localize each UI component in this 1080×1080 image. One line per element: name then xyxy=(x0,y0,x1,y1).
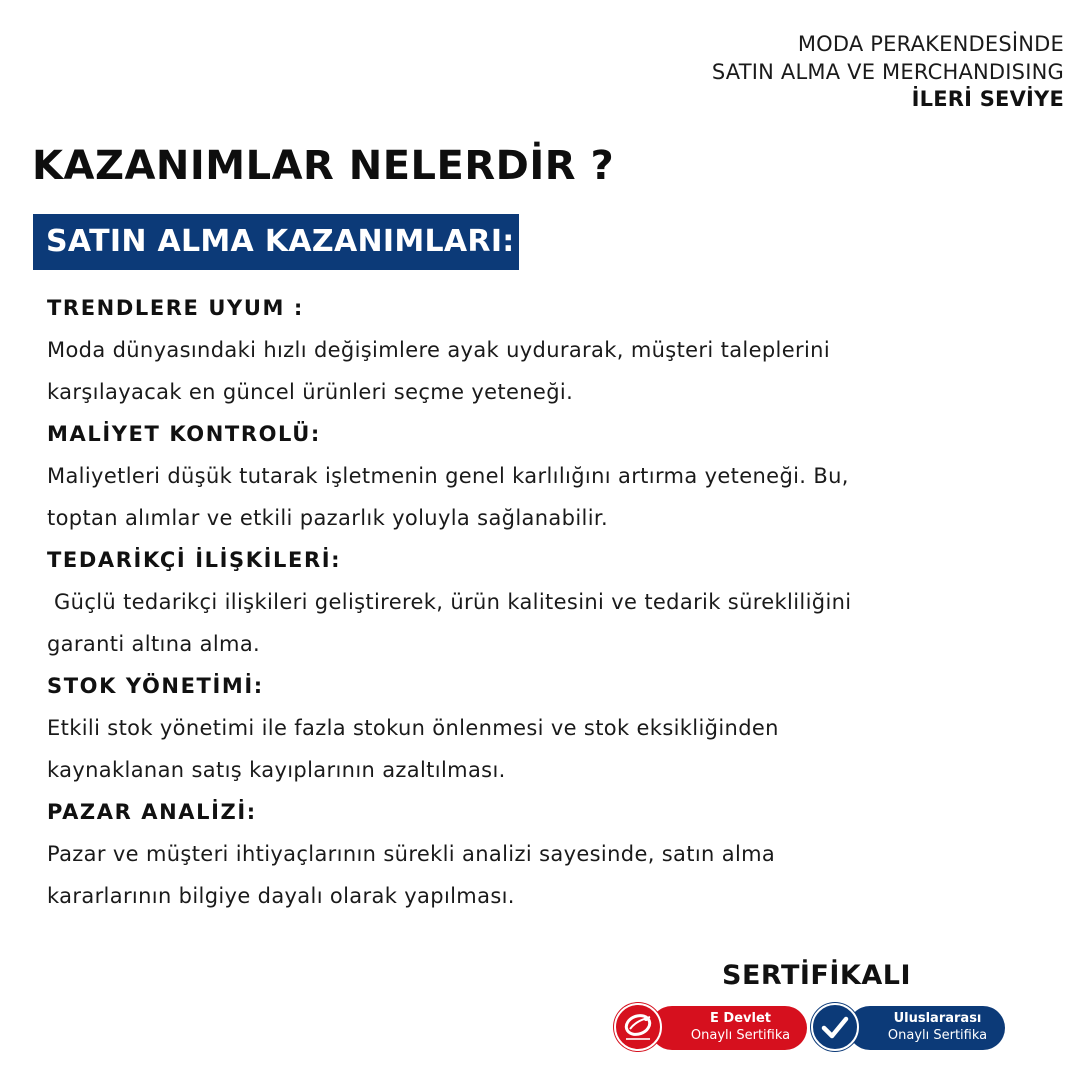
outcome-title: TEDARİKÇİ İLİŞKİLERİ: xyxy=(47,548,342,572)
edevlet-badge-subtitle: Onaylı Sertifika xyxy=(690,1028,791,1043)
intl-badge-title: Uluslararası xyxy=(893,1011,982,1026)
outcome-supplier-relations xyxy=(47,539,1037,665)
outcomes-list xyxy=(47,287,1037,917)
outcome-cost-control xyxy=(47,413,1037,539)
course-level: İLERİ SEVİYE xyxy=(911,87,1064,111)
outcome-title: PAZAR ANALİZİ: xyxy=(47,800,257,824)
outcome-text-line: kararlarının bilgiye dayalı olarak yapılması. xyxy=(47,884,515,908)
outcome-title: MALİYET KONTROLÜ: xyxy=(47,422,321,446)
outcome-title: STOK YÖNETİMİ: xyxy=(47,674,264,698)
outcome-text-line: kaynaklanan satış kayıplarının azaltılması. xyxy=(47,758,506,782)
outcome-text-line: Moda dünyasındaki hızlı değişimlere ayak uydurarak, müşteri taleplerini xyxy=(47,338,831,362)
outcome-text-line: Maliyetleri düşük tutarak işletmenin genel karlılığını artırma yeteneği. Bu, xyxy=(47,464,849,488)
outcome-trend-adaptation xyxy=(47,287,1037,413)
outcome-text-line: garanti altına alma. xyxy=(47,632,261,656)
section-banner: SATIN ALMA KAZANIMLARI: xyxy=(33,214,519,270)
edevlet-logo-icon xyxy=(614,1003,662,1051)
outcome-text-line: toptan alımlar ve etkili pazarlık yoluyla sağlanabilir. xyxy=(47,506,608,530)
outcome-text-line: Pazar ve müşteri ihtiyaçlarının sürekli analizi sayesinde, satın alma xyxy=(47,842,776,866)
certified-label: SERTİFİKALI xyxy=(722,960,911,991)
outcome-stock-management xyxy=(47,665,1037,791)
edevlet-badge-title: E Devlet xyxy=(710,1011,771,1026)
outcome-text-line: Etkili stok yönetimi ile fazla stokun önlenmesi ve stok eksikliğinden xyxy=(47,716,779,740)
course-header-line2: SATIN ALMA VE MERCHANDISING xyxy=(711,59,1064,84)
page-title: KAZANIMLAR NELERDİR ? xyxy=(32,143,615,189)
course-header-line1: MODA PERAKENDESİNDE xyxy=(797,32,1064,56)
checkmark-icon xyxy=(811,1003,859,1051)
outcome-text-line: Güçlü tedarikçi ilişkileri geliştirerek, ürün kalitesini ve tedarik sürekliliğini xyxy=(47,590,852,614)
outcome-text-line: karşılayacak en güncel ürünleri seçme yeteneği. xyxy=(47,380,574,404)
outcome-title: TRENDLERE UYUM : xyxy=(47,296,304,320)
outcome-market-analysis xyxy=(47,791,1037,917)
international-certificate-badge xyxy=(848,1006,1005,1050)
intl-badge-subtitle: Onaylı Sertifika xyxy=(887,1028,988,1043)
edevlet-certificate-badge xyxy=(650,1006,807,1050)
course-header xyxy=(712,31,1064,114)
